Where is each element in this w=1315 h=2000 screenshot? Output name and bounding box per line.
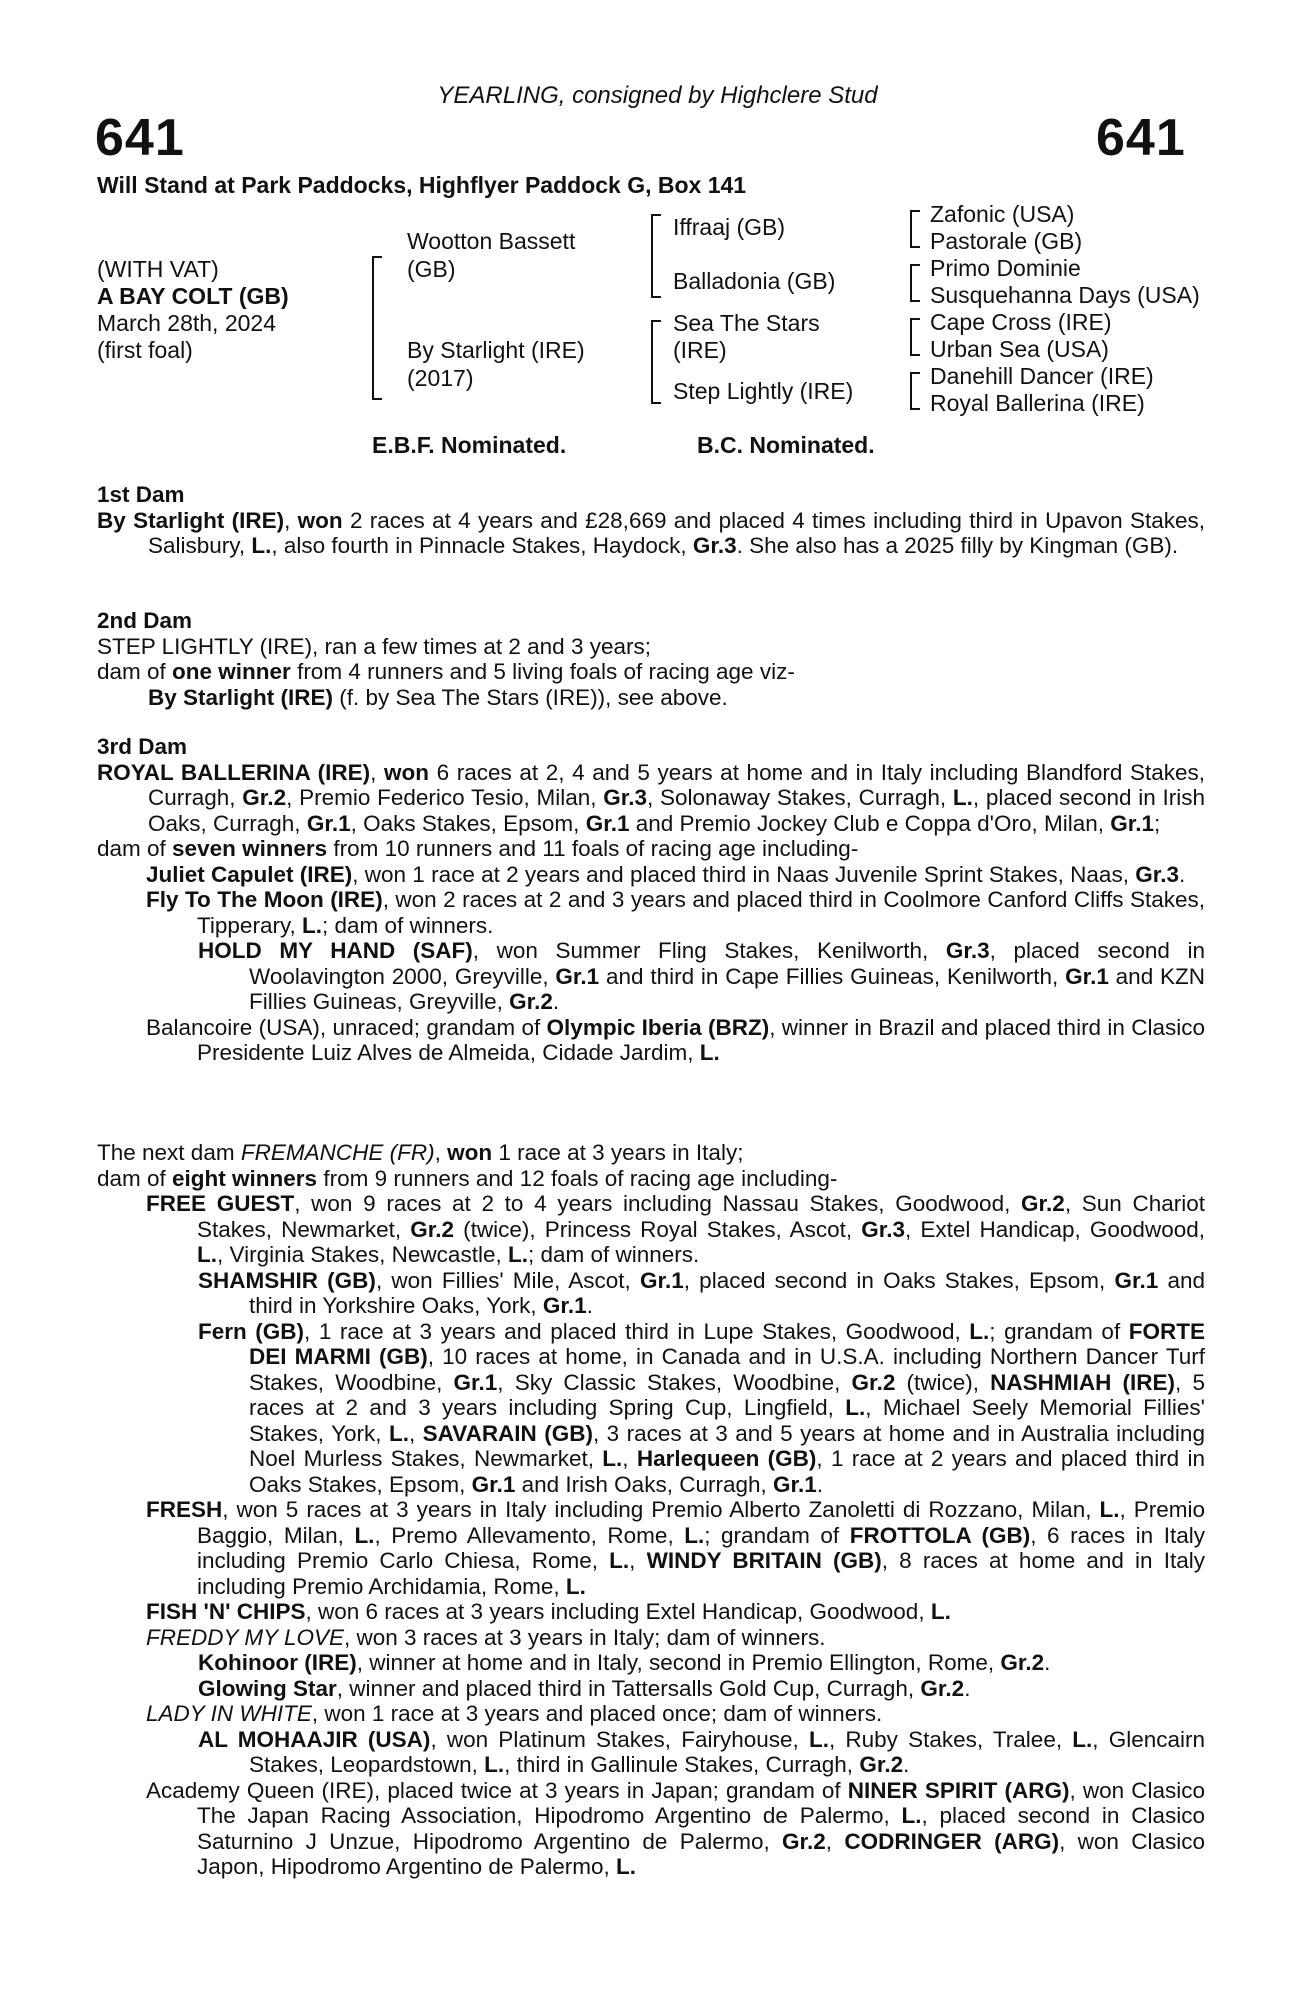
pedigree-brace-g1 <box>910 210 920 248</box>
pedigree-dds: Danehill Dancer (IRE) <box>930 363 1154 389</box>
progeny-juliet-capulet: Juliet Capulet (IRE), won 1 race at 2 years and placed third in Naas Juvenile Sprint Stakes, Naas, Gr.3. <box>146 861 1186 887</box>
sire-country: (GB) <box>407 256 456 282</box>
progeny-lady-in-white: LADY IN WHITE, won 1 race at 3 years and placed once; dam of winners. <box>146 1701 883 1726</box>
stand-location: Will Stand at Park Paddocks, Highflyer Paddock G, Box 141 <box>97 172 747 198</box>
progeny-glowing-star: Glowing Star, winner and placed third in Tattersalls Gold Cup, Curragh, Gr.2. <box>198 1675 971 1701</box>
pedigree-brace-g2 <box>910 264 920 302</box>
second-dam-child: By Starlight (IRE) (f. by Sea The Stars (IRE)), see above. <box>148 684 728 710</box>
pedigree-sss: Zafonic (USA) <box>930 201 1075 227</box>
sire-of-dam-country: (IRE) <box>673 337 727 363</box>
ebf-nomination: E.B.F. Nominated. <box>372 432 567 458</box>
progeny-fly-to-the-moon: Fly To The Moon (IRE), won 2 races at 2 and 3 years and placed third in Coolmore Canford Cliffs Stakes, Tipperary, L.; dam of winners. <box>146 887 1205 938</box>
next-dam-produce: dam of eight winners from 9 runners and 12 foals of racing age including- <box>97 1165 838 1191</box>
lot-number-right: 641 <box>1096 109 1186 167</box>
first-foal-note: (first foal) <box>97 337 193 363</box>
third-dam-produce: dam of seven winners from 10 runners and 11 foals of racing age including- <box>97 836 859 861</box>
progeny-al-mohaajir: AL MOHAAJIR (USA), won Platinum Stakes, Fairyhouse, L., Ruby Stakes, Tralee, L., Glencairn Stakes, Leopardstown, L., third in Gallinule Stakes, Curragh, Gr.2. <box>198 1726 1205 1777</box>
first-dam-record: By Starlight (IRE), won 2 races at 4 years and £28,669 and placed 4 times including third in Upavon Stakes, Salisbury, L., also fourth in Pinnacle Stakes, Haydock, Gr.3. She also has a 2025 filly by Kingman (GB). <box>97 507 1205 558</box>
vat-note: (WITH VAT) <box>97 256 219 282</box>
second-dam-record: STEP LIGHTLY (IRE), ran a few times at 2 and 3 years; <box>97 633 651 659</box>
progeny-free-guest: FREE GUEST, won 9 races at 2 to 4 years including Nassau Stakes, Goodwood, Gr.2, Sun Chariot Stakes, Newmarket, Gr.2 (twice), Princess Royal Stakes, Ascot, Gr.3, Extel Handicap, Goodwood, L., Virginia Stakes, Newcastle, L.; dam of winners. <box>146 1191 1206 1267</box>
dam-of-dam: Step Lightly (IRE) <box>673 378 854 404</box>
foaling-date: March 28th, 2024 <box>97 310 277 336</box>
pedigree-brace-g4 <box>910 372 920 410</box>
dam-of-sire: Balladonia (GB) <box>673 268 836 294</box>
progeny-hold-my-hand: HOLD MY HAND (SAF), won Summer Fling Stakes, Kenilworth, Gr.3, placed second in Woolavington 2000, Greyville, Gr.1 and third in Cape Fillies Guineas, Kenilworth, Gr.1 and KZN Fillies Guineas, Greyville, Gr.2. <box>198 938 1206 1014</box>
sire-of-dam: Sea The Stars <box>673 310 820 336</box>
lot-number-left: 641 <box>95 109 185 167</box>
progeny-kohinoor: Kohinoor (IRE), winner at home and in Italy, second in Premio Ellington, Rome, Gr.2. <box>198 1650 1051 1675</box>
pedigree-brace-main <box>372 256 382 400</box>
second-dam-heading: 2nd Dam <box>97 608 193 633</box>
progeny-fish-n-chips: FISH 'N' CHIPS, won 6 races at 3 years including Extel Handicap, Goodwood, L. <box>146 1599 951 1624</box>
pedigree-sds: Primo Dominie <box>930 255 1081 281</box>
progeny-fern: Fern (GB), 1 race at 3 years and placed third in Lupe Stakes, Goodwood, L.; grandam of FORTE DEI MARMI (GB), 10 races at home, in Canada and in U.S.A. including Northern Dancer Turf Stakes, Woodbine, Gr.1, Sky Classic Stakes, Woodbine, Gr.2 (twice), NASHMIAH (IRE), 5 races at 2 and 3 years including Spring Cup, Lingfield, L., Michael Seely Memorial Fillies' Stakes, York, L., SAVARAIN (GB), 3 races at 3 and 5 years at home and in Australia including Noel Murless Stakes, Newmarket, L., Harlequeen (GB), 1 race at 2 years and placed third in Oaks Stakes, Epsom, Gr.1 and Irish Oaks, Curragh, Gr.1. <box>198 1318 1205 1497</box>
pedigree-brace-dam <box>651 320 661 404</box>
consignment-heading: YEARLING, consigned by Highclere Stud <box>437 82 878 109</box>
third-dam-section <box>97 734 1205 1066</box>
horse-name: A BAY COLT (GB) <box>97 283 289 309</box>
pedigree-ddd: Royal Ballerina (IRE) <box>930 390 1145 416</box>
pedigree-dsd: Urban Sea (USA) <box>930 336 1109 362</box>
sire-name: Wootton Bassett <box>407 228 576 254</box>
dam-year: (2017) <box>407 365 474 391</box>
next-dam-record: The next dam FREMANCHE (FR), won 1 race at 3 years in Italy; <box>97 1140 744 1165</box>
sire-of-sire: Iffraaj (GB) <box>673 214 786 240</box>
second-dam-section <box>97 608 1205 710</box>
first-dam-heading: 1st Dam <box>97 482 185 507</box>
progeny-freddy-my-love: FREDDY MY LOVE, won 3 races at 3 years in Italy; dam of winners. <box>146 1624 826 1650</box>
dam-name: By Starlight (IRE) <box>407 337 585 363</box>
pedigree-brace-sire <box>651 214 661 298</box>
progeny-academy-queen: Academy Queen (IRE), placed twice at 3 years in Japan; grandam of NINER SPIRIT (ARG), won Clasico The Japan Racing Association, Hipodromo Argentino de Palermo, L., placed second in Clasico Saturnino J Unzue, Hipodromo Argentino de Palermo, Gr.2, CODRINGER (ARG), won Clasico Japon, Hipodromo Argentino de Palermo, L. <box>146 1777 1205 1879</box>
pedigree-sdd: Susquehanna Days (USA) <box>930 282 1200 308</box>
pedigree-dss: Cape Cross (IRE) <box>930 309 1112 335</box>
progeny-fresh: FRESH, won 5 races at 3 years in Italy including Premio Alberto Zanoletti di Rozzano, Milan, L., Premio Baggio, Milan, L., Premo Allevamento, Rome, L.; grandam of FROTTOLA (GB), 6 races in Italy including Premio Carlo Chiesa, Rome, L., WINDY BRITAIN (GB), 8 races at home and in Italy including Premio Archidamia, Rome, L. <box>146 1497 1205 1599</box>
next-dam-section <box>97 1140 1205 1880</box>
second-dam-produce: dam of one winner from 4 runners and 5 living foals of racing age viz- <box>97 659 795 684</box>
bc-nomination: B.C. Nominated. <box>697 432 875 458</box>
first-dam-section <box>97 482 1205 559</box>
progeny-shamshir: SHAMSHIR (GB), won Fillies' Mile, Ascot, Gr.1, placed second in Oaks Stakes, Epsom, Gr.1 and third in Yorkshire Oaks, York, Gr.1. <box>198 1267 1205 1318</box>
pedigree-ssd: Pastorale (GB) <box>930 228 1083 254</box>
third-dam-record: ROYAL BALLERINA (IRE), won 6 races at 2, 4 and 5 years at home and in Italy including Blandford Stakes, Curragh, Gr.2, Premio Federico Tesio, Milan, Gr.3, Solonaway Stakes, Curragh, L., placed second in Irish Oaks, Curragh, Gr.1, Oaks Stakes, Epsom, Gr.1 and Premio Jockey Club e Coppa d'Oro, Milan, Gr.1; <box>97 759 1206 836</box>
third-dam-heading: 3rd Dam <box>97 734 188 759</box>
pedigree-brace-g3 <box>910 318 920 356</box>
progeny-balancoire: Balancoire (USA), unraced; grandam of Olympic Iberia (BRZ), winner in Brazil and placed third in Clasico Presidente Luiz Alves de Almeida, Cidade Jardim, L. <box>146 1014 1205 1065</box>
